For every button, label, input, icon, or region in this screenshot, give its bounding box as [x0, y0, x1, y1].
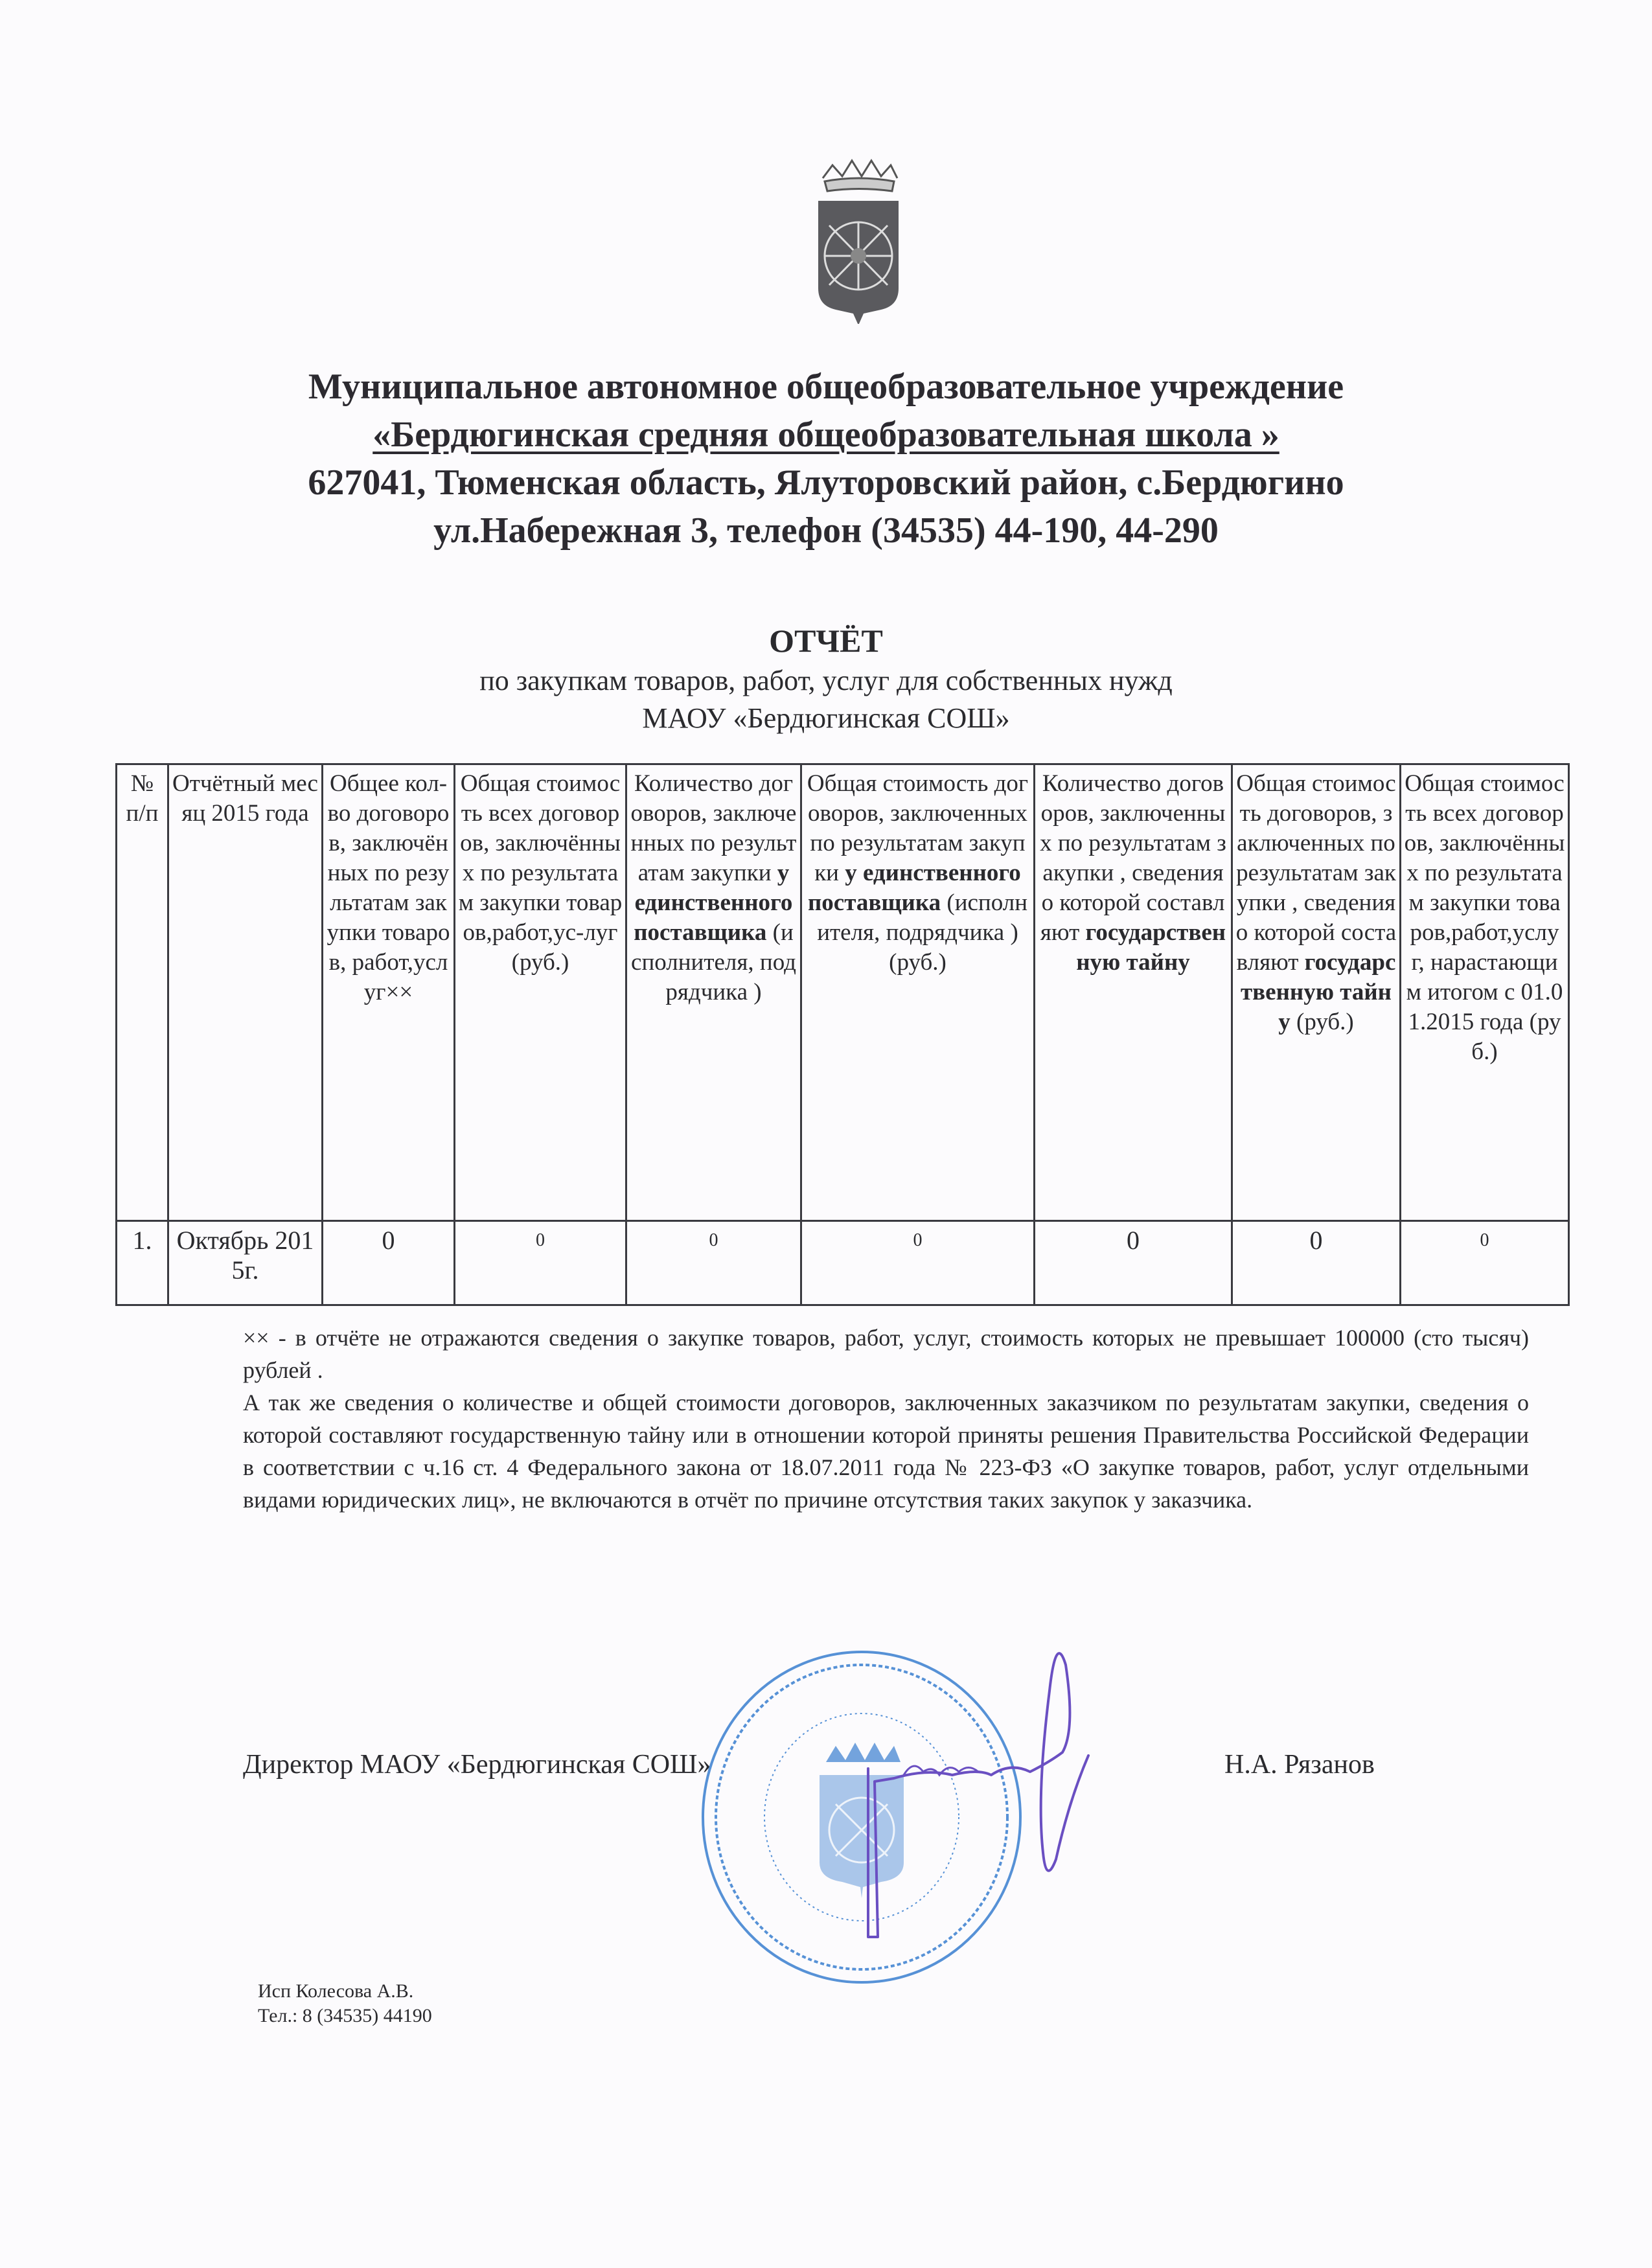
- header-bold-text: у единственного поставщика: [807, 860, 1021, 916]
- report-organization: МАОУ «Бердюгинская СОШ»: [642, 702, 1010, 734]
- header-month: Отчётный месяц 2015 года: [168, 764, 323, 1221]
- cell-total-cost: 0: [455, 1221, 626, 1305]
- header-state-secret-count: [1035, 764, 1232, 1221]
- signatory-role: Директор МАОУ «Бердюгинская СОШ»: [243, 1750, 711, 1780]
- header-text: (исполнителя, подрядчика ) (руб.): [817, 889, 1028, 976]
- report-title-block: [0, 622, 1652, 737]
- header-text: Количество договоров, заключенных по результатам закупки: [630, 770, 797, 886]
- institution-name: «Бердюгинская средняя общеобразовательная школа »: [373, 415, 1279, 455]
- cell-number: 1.: [117, 1221, 168, 1305]
- cell-cumulative-cost: 0: [1401, 1221, 1569, 1305]
- report-subtitle: по закупкам товаров, работ, услуг для собственных нужд: [479, 665, 1173, 696]
- cell-single-supplier-cost: 0: [801, 1221, 1035, 1305]
- footnote-state-secret: А так же сведения о количестве и общей стоимости договоров, заключенных заказчиком по результатам закупки, сведения о которой составляют государственную тайну или в отношении которой приняты решения Правительства Российской Федерации в соответствии с ч.16 ст. 4 Федерального закона от 18.07.2011 года № 223-ФЗ «О закупке товаров, работ, услуг отдельными видами юридических лиц», не включаются в отчёт по причине отсутствия таких закупок у заказчика.: [243, 1390, 1529, 1513]
- header-text: Общая стоимость договоров, заключенных по результатам закупки , сведения о которой составляют: [1235, 770, 1397, 976]
- header-text: Общая стоимость договоров, заключенных по результатам закупки: [807, 770, 1029, 886]
- header-single-supplier-cost: [801, 764, 1035, 1221]
- cell-single-supplier-count: 0: [626, 1221, 801, 1305]
- footnotes: [243, 1322, 1529, 1516]
- header-number: № п/п: [117, 764, 168, 1221]
- cell-total-count: 0: [323, 1221, 455, 1305]
- cell-state-secret-count: 0: [1035, 1221, 1232, 1305]
- header-single-supplier-count: [626, 764, 801, 1221]
- header-text: (исполнителя, подрядчика ): [631, 919, 796, 1005]
- report-title: ОТЧЁТ: [769, 623, 883, 659]
- header-bold-text: государственную тайну: [1076, 919, 1226, 976]
- footnote-threshold: ×× - в отчёте не отражаются сведения о закупке товаров, работ, услуг, стоимость которых не превышает 100000 (сто тысяч) рублей .: [243, 1325, 1529, 1383]
- header-state-secret-cost: [1232, 764, 1401, 1221]
- cell-month: Октябрь 2015г.: [168, 1221, 323, 1305]
- header-cumulative-cost: Общая стоимость всех договоров, заключённых по результатам закупки товаров,работ,услуг, нарастающим итогом с 01.01.2015 года (руб.): [1401, 764, 1569, 1221]
- handwritten-signature-icon: [842, 1639, 1134, 1976]
- institution-address: 627041, Тюменская область, Ялуторовский район, с.Бердюгино: [308, 463, 1344, 503]
- procurement-table: [115, 763, 1570, 1306]
- header-total-count: Общее кол-во договоров, заключённых по результатам закупки товаров, работ,услуг××: [323, 764, 455, 1221]
- header-total-cost: Общая стоимость всех договоров, заключённых по результатам закупки товаров,работ,ус-луг (руб.): [455, 764, 626, 1221]
- institution-type: Муниципальное автономное общеобразовательное учреждение: [308, 367, 1344, 407]
- coat-of-arms-icon: [807, 155, 910, 324]
- executor-phone: Тел.: 8 (34535) 44190: [258, 2005, 432, 2026]
- table-header-row: [117, 764, 1569, 1221]
- cell-state-secret-cost: 0: [1232, 1221, 1401, 1305]
- header-bold-text: государственную тайну: [1240, 949, 1396, 1035]
- signatory-name: Н.А. Рязанов: [1224, 1750, 1375, 1780]
- table-row: [117, 1221, 1569, 1305]
- executor-contact: [258, 1979, 432, 2028]
- header-bold-text: у единственного поставщика: [634, 860, 793, 946]
- institution-header: [0, 363, 1652, 555]
- header-text: Количество договоров, заключенных по результатам закупки , сведения о которой составляют: [1040, 770, 1226, 946]
- executor-name: Исп Колесова А.В.: [258, 1980, 414, 2002]
- header-text: (руб.): [1290, 1009, 1354, 1035]
- institution-contacts: ул.Набережная 3, телефон (34535) 44-190, 44-290: [433, 510, 1219, 551]
